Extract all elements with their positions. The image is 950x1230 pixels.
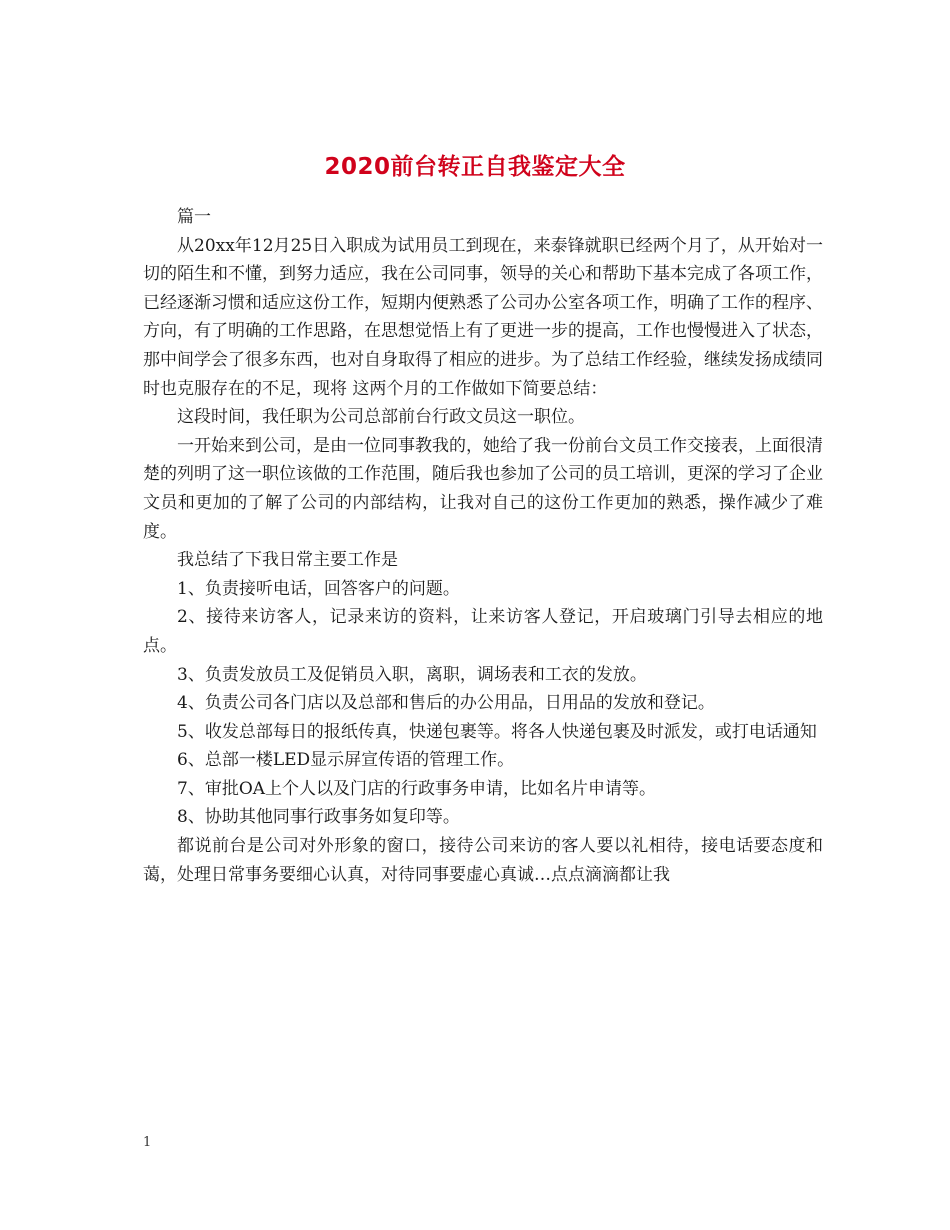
list-item-duty-2: 2、接待来访客人，记录来访的资料，让来访客人登记，开启玻璃门引导去相应的地点。 — [143, 607, 823, 656]
paragraph-duties-intro: 我总结了下我日常主要工作是 — [177, 550, 398, 571]
list-item-duty-5: 5、收发总部每日的报纸传真，快递包裹等。将各人快递包裹及时派发，或打电话通知 — [177, 721, 817, 742]
paragraph-position: 这段时间，我任职为公司总部前台行政文员这一职位。 — [177, 407, 585, 428]
list-item-duty-7: 7、审批OA上个人以及门店的行政事务申请，比如名片申请等。 — [177, 778, 657, 799]
page-number: 1 — [143, 1135, 152, 1150]
list-item-duty-1: 1、负责接听电话，回答客户的问题。 — [177, 578, 460, 599]
list-item-duty-6: 6、总部一楼LED显示屏宣传语的管理工作。 — [177, 750, 515, 771]
document-title: 2020前台转正自我鉴定大全 — [324, 154, 626, 181]
paragraph-intro: 从20xx年12月25日入职成为试用员工到现在，来泰锋就职已经两个月了，从开始对一切的陌生和不懂，到努力适应，我在公司同事，领导的关心和帮助下基本完成了各项工作，已经逐渐习惯和适应这份工作，短期内便熟悉了公司办公室各项工作，明确了工作的程序、方向，有了明确的工作思路，在思想觉悟上有了更进一步的提高，工作也慢慢进入了状态，那中间学会了很多东西，也对自身取得了相应的进步。为了总结工作经验，继续发扬成绩同时也克服存在的不足，现将 这两个月的工作做如下简要总结： — [143, 235, 823, 399]
list-item-duty-4: 4、负责公司各门店以及总部和售后的办公用品，日用品的发放和登记。 — [177, 693, 715, 714]
list-item-duty-8: 8、协助其他同事行政事务如复印等。 — [177, 807, 460, 828]
document-body — [143, 203, 823, 889]
paragraph-onboarding: 一开始来到公司，是由一位同事教我的，她给了我一份前台文员工作交接表，上面很清楚的列明了这一职位该做的工作范围，随后我也参加了公司的员工培训，更深的学习了企业文员和更加的了解了公司的内部结构，让我对自己的这份工作更加的熟悉，操作减少了难度。 — [143, 435, 823, 542]
paragraph-heading: 篇一 — [177, 207, 211, 227]
list-item-duty-3: 3、负责发放员工及促销员入职，离职，调场表和工衣的发放。 — [177, 664, 647, 685]
paragraph-reflection: 都说前台是公司对外形象的窗口，接待公司来访的客人要以礼相待，接电话要态度和蔼，处理日常事务要细心认真，对待同事要虚心真诚…点点滴滴都让我 — [143, 836, 823, 885]
